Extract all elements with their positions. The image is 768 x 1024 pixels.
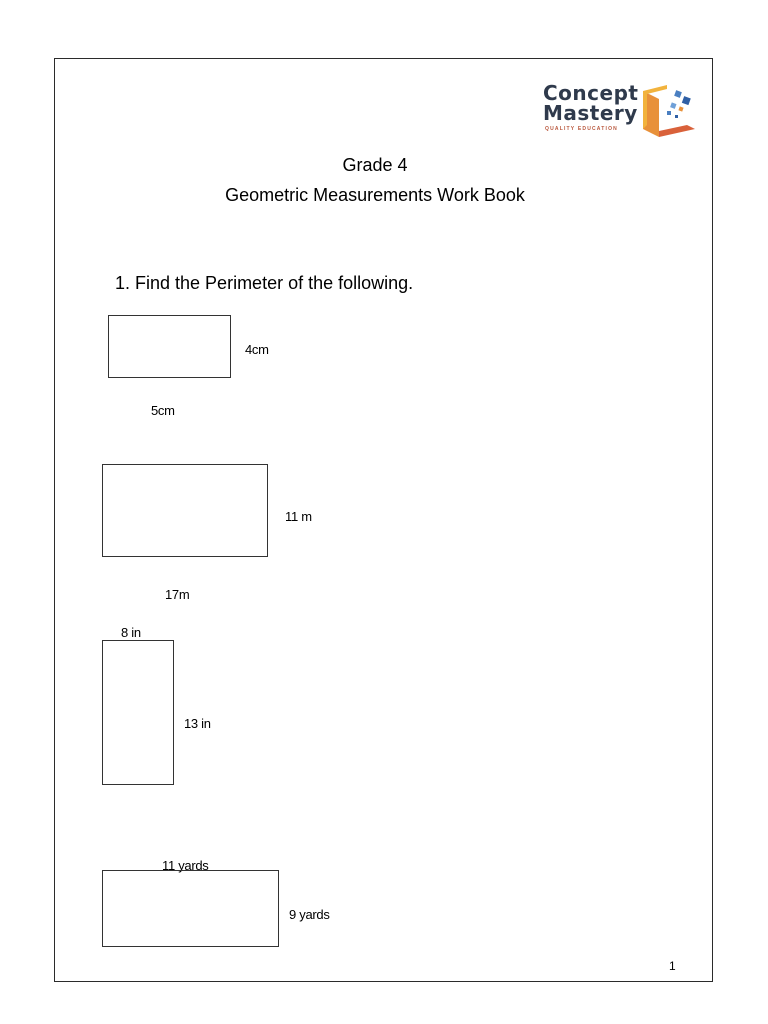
page-number: 1 bbox=[669, 959, 676, 973]
concept-mastery-logo bbox=[535, 79, 705, 141]
grade-heading: Grade 4 bbox=[342, 155, 408, 175]
logo-line1: Concept bbox=[543, 81, 639, 105]
logo-tagline: QUALITY EDUCATION bbox=[545, 126, 618, 132]
rectangle-1-height-label: 4cm bbox=[245, 342, 269, 357]
question-1: 1. Find the Perimeter of the following. bbox=[115, 273, 414, 293]
logo-line2: Mastery bbox=[543, 101, 638, 125]
rectangle-2-height-label: 11 m bbox=[285, 509, 312, 524]
rectangle-4 bbox=[102, 870, 279, 947]
rectangle-1-width-label: 5cm bbox=[151, 403, 175, 418]
rectangle-2-width-label: 17m bbox=[165, 587, 190, 602]
rectangle-3-width-label: 8 in bbox=[121, 625, 141, 640]
rectangle-3 bbox=[102, 640, 174, 785]
rectangle-4-width-label: 11 yards bbox=[162, 858, 209, 873]
rectangle-1 bbox=[108, 315, 231, 378]
rectangle-3-height-label: 13 in bbox=[184, 716, 211, 731]
rectangle-4-height-label: 9 yards bbox=[289, 907, 330, 922]
worksheet-page bbox=[54, 58, 713, 982]
workbook-title: Geometric Measurements Work Book bbox=[225, 185, 525, 205]
rectangle-2 bbox=[102, 464, 268, 557]
book-icon bbox=[637, 81, 699, 139]
